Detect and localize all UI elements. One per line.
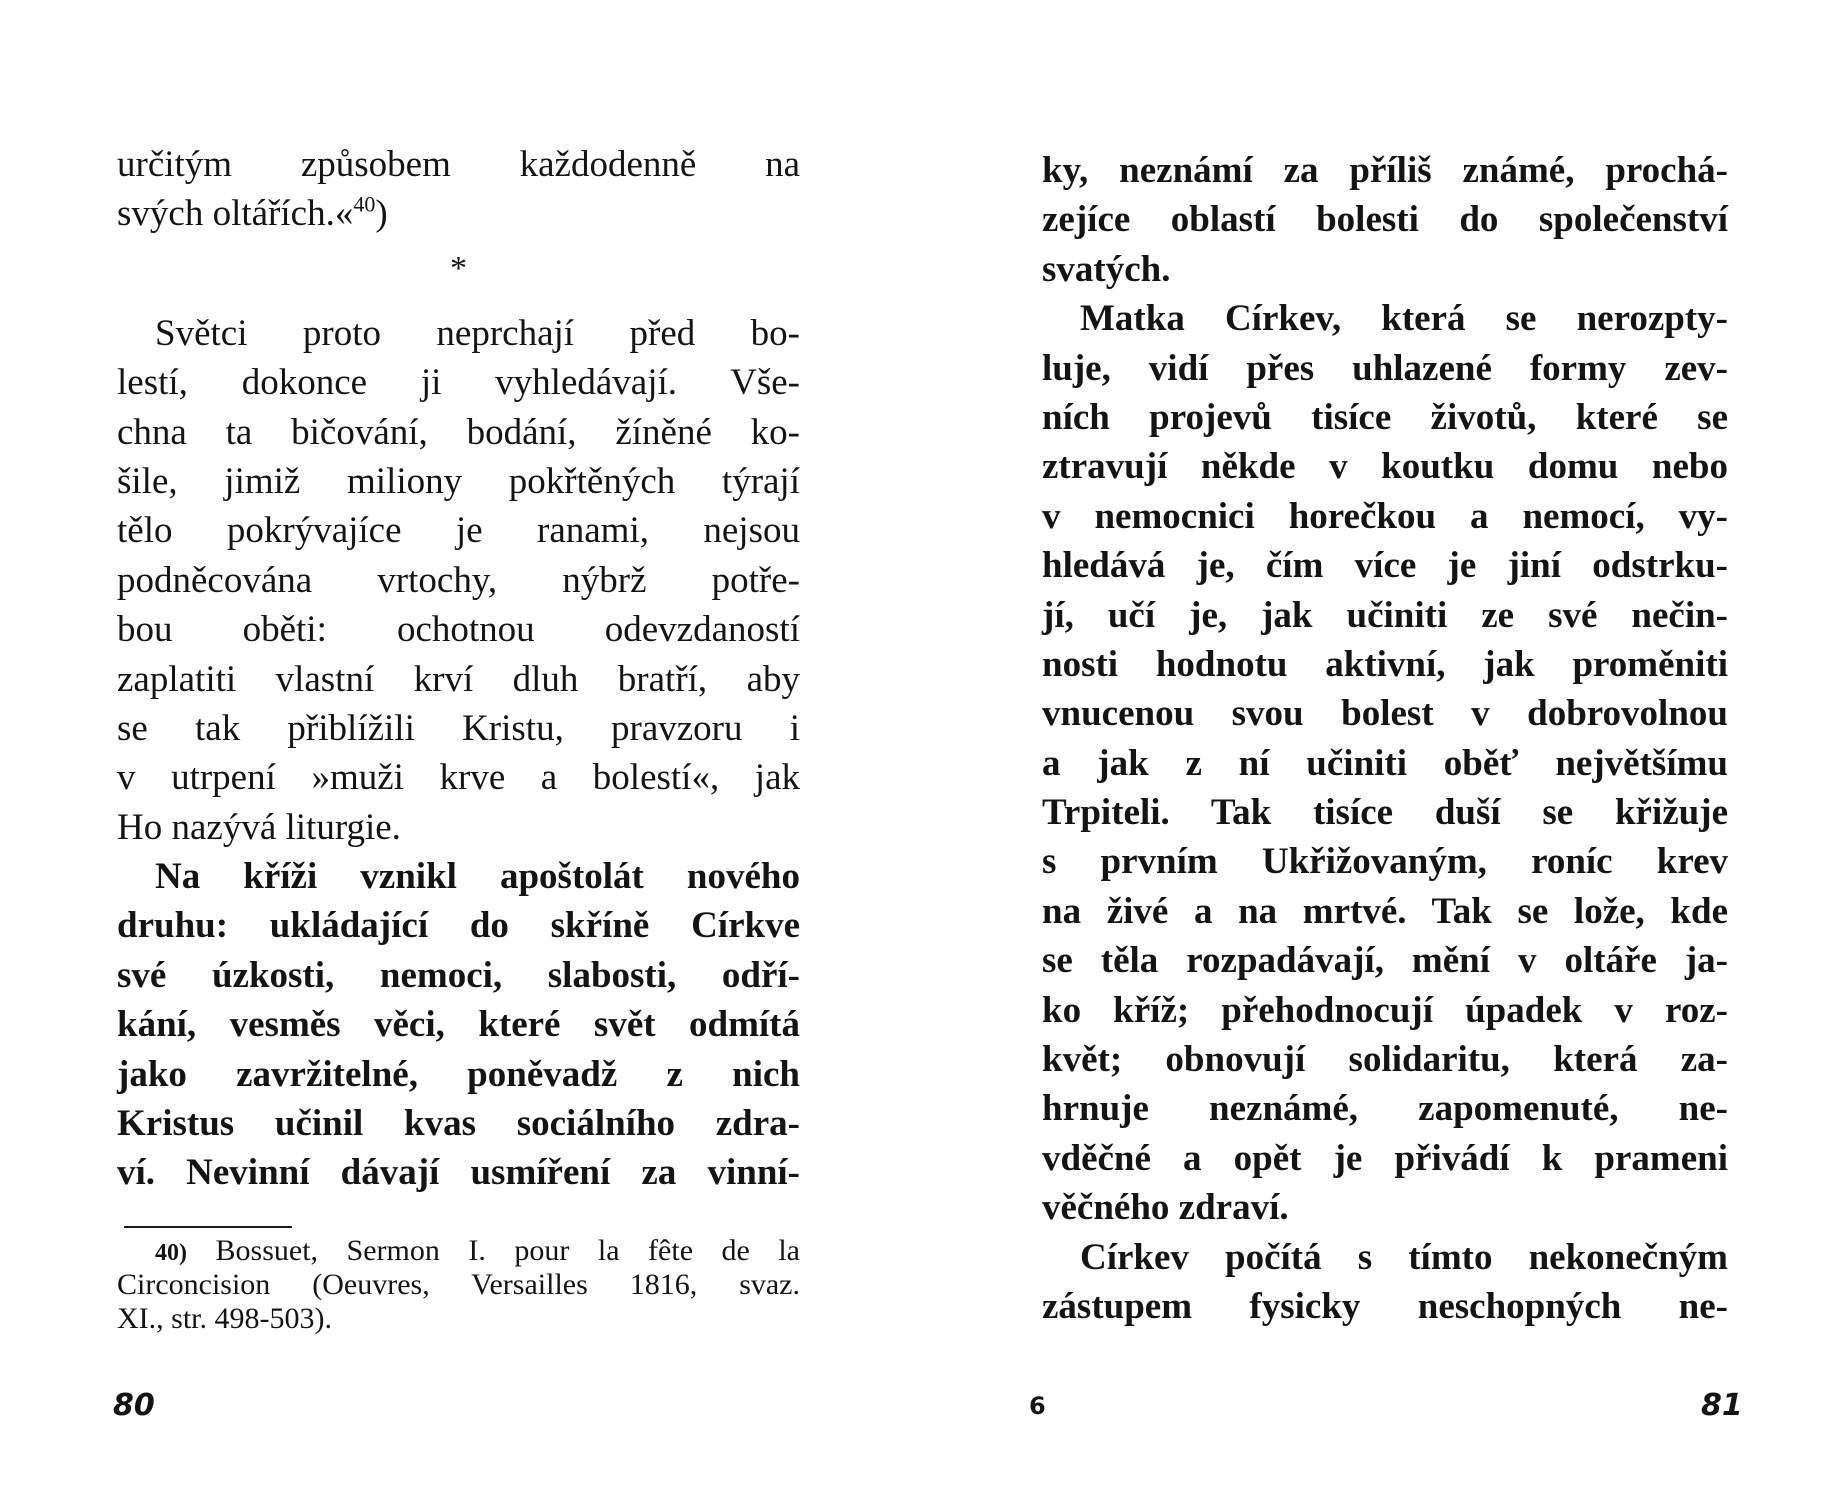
text-line: podněcována vrtochy, nýbrž potře- [117,559,800,601]
text-line-with-footnote [117,189,800,238]
text-line: hledává je, čím více je jiní odstrku- [1042,545,1728,587]
section-separator-asterisk: * [450,249,467,287]
left-page-text [117,140,800,1198]
text-line: své úzkosti, nemoci, slabosti, odří- [117,954,800,996]
text-line: zejíce oblastí bolesti do společenství [1042,199,1728,241]
paragraph-first-line: Církev počítá s tímto nekonečným [1080,1236,1728,1278]
footnote-reference: 40 [353,192,376,218]
text-line: se těla rozpadávají, mění v oltáře ja- [1042,940,1728,982]
text-line: chna ta bičování, bodání, žíněné ko- [117,411,800,453]
footnote-number: 40) [155,1240,187,1266]
paragraph-last-line: svatých. [1042,248,1171,290]
text-line: ví. Nevinní dávají usmíření za vinní- [117,1152,800,1194]
footnote-reference-close: ) [375,193,388,235]
paragraph-last-line: věčného zdraví. [1042,1187,1289,1229]
text-line: se tak přiblížili Kristu, pravzoru i [117,707,800,749]
footnote-line [117,1234,800,1268]
paragraph-first-line: Světci proto neprchají před bo- [155,312,800,354]
text-line: jako zavržitelné, poněvadž z nich [117,1053,800,1095]
text-line: s prvním Ukřižovaným, roníc krev [1042,841,1728,883]
text-line: luje, vidí přes uhlazené formy zev- [1042,347,1728,389]
text-line: jí, učí je, jak učiniti ze své nečin- [1042,594,1728,636]
text-line: ko kříž; přehodnocují úpadek v roz- [1042,989,1728,1031]
text-line: vnucenou svou bolest v dobrovolnou [1042,693,1728,735]
paragraph-last-line: Ho nazývá liturgie. [117,806,401,848]
text-line: lestí, dokonce ji vyhledávají. Vše- [117,362,800,404]
text-line: tělo pokrývajíce je ranami, nejsou [117,510,800,552]
text-line: Trpiteli. Tak tisíce duší se křižuje [1042,792,1728,834]
text-line: kání, vesměs věci, které svět odmítá [117,1004,800,1046]
text-line: květ; obnovují solidaritu, která za- [1042,1039,1728,1081]
text-line: nosti hodnotu aktivní, jak proměniti [1042,643,1728,685]
page-number: 81 [1701,1388,1743,1423]
page-number: 80 [113,1388,155,1423]
right-page-text [1042,146,1728,1331]
text-line: v nemocnici horečkou a nemocí, vy- [1042,495,1728,537]
footnote [117,1226,800,1336]
text-line-content: svých oltářích.« [117,193,354,235]
text-line: určitým způsobem každodenně na [117,144,800,185]
text-line: zaplatiti vlastní krví dluh bratří, aby [117,658,800,700]
printer-signature-mark: 6 [1029,1392,1046,1420]
text-line: zástupem fysicky neschopných ne- [1042,1285,1728,1327]
text-line: bou oběti: ochotnou odevzdaností [117,609,800,651]
right-page [914,0,1828,1501]
text-line: ních projevů tisíce životů, které se [1042,396,1728,438]
footnote-line: XI., str. 498-503). [117,1302,332,1335]
paragraph-first-line: Matka Církev, která se nerozpty- [1080,298,1728,340]
text-line: ky, neznámí za příliš známé, prochá- [1042,150,1728,191]
text-line: druhu: ukládající do skříně Církve [117,905,800,947]
text-line: Kristus učinil kvas sociálního zdra- [117,1103,800,1145]
paragraph-first-line: Na kříži vznikl apoštolát nového [155,856,800,898]
text-line: a jak z ní učiniti oběť největšímu [1042,742,1728,784]
text-line: ztravují někde v koutku domu nebo [1042,446,1728,488]
text-line: šile, jimiž miliony pokřtěných týrají [117,460,800,502]
footnote-text: Bossuet, Sermon I. pour la fête de la [215,1234,800,1267]
text-line: na živé a na mrtvé. Tak se lože, kde [1042,890,1728,932]
footnote-line: Circoncision (Oeuvres, Versailles 1816, svaz. [117,1268,800,1301]
text-line: vděčné a opět je přivádí k prameni [1042,1137,1728,1179]
text-line: hrnuje neznámé, zapomenuté, ne- [1042,1088,1728,1130]
text-line: v utrpení »muži krve a bolestí«, jak [117,757,800,799]
